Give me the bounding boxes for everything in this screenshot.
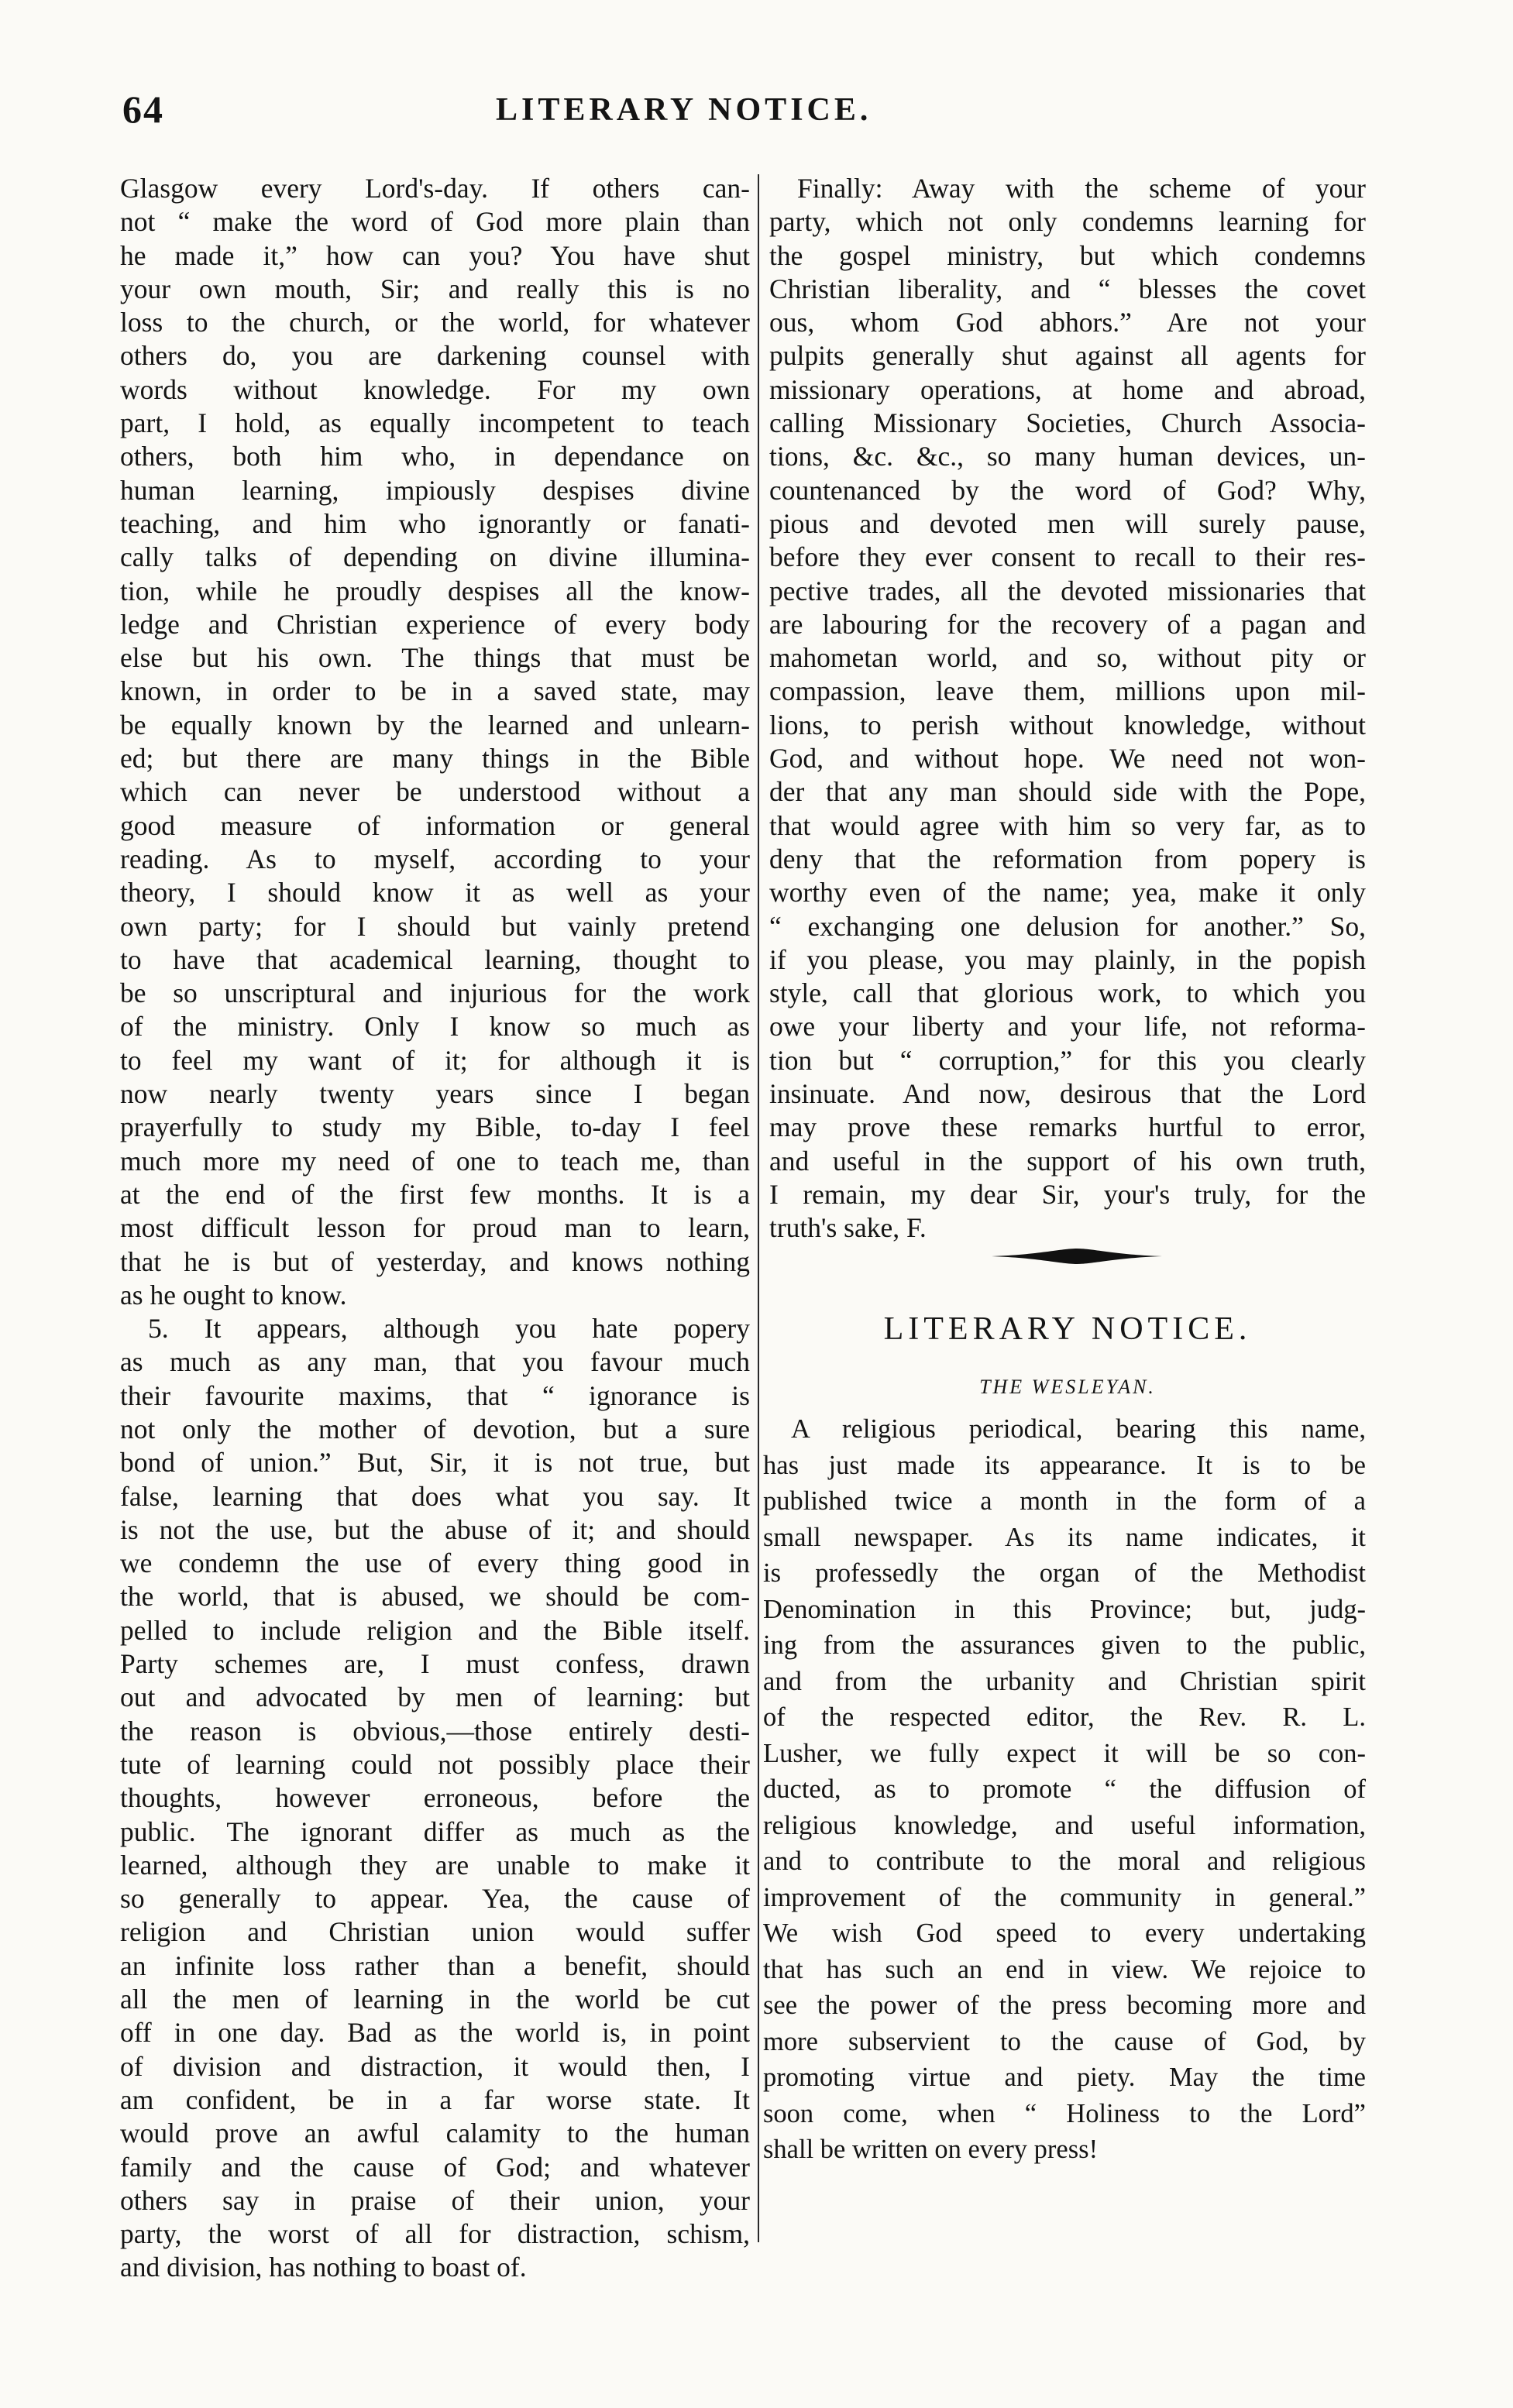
- notice-title: LITERARY NOTICE.: [883, 1311, 1252, 1347]
- text-line: of the ministry. Only I know so much as: [120, 1011, 750, 1043]
- column-rule: [758, 174, 759, 2242]
- text-line: deny that the reformation from popery is: [769, 843, 1366, 874]
- text-line: as much as any man, that you favour much: [120, 1346, 750, 1378]
- text-line: published twice a month in the form of a: [763, 1486, 1366, 1516]
- text-line: bond of union.” But, Sir, it is not true, but: [120, 1447, 750, 1479]
- text-line: reading. As to myself, according to your: [120, 843, 750, 874]
- text-line: own party; for I should but vainly pretend: [120, 910, 750, 942]
- text-line: that would agree with him so very far, as to: [769, 809, 1366, 841]
- text-line: and division, has nothing to boast of.: [120, 2252, 527, 2283]
- text-line: compassion, leave them, millions upon mil-: [769, 675, 1366, 707]
- text-line: not only the mother of devotion, but a sure: [120, 1413, 750, 1444]
- text-line: 5. It appears, although you hate popery: [148, 1313, 750, 1345]
- text-line: much more my need of one to teach me, than: [120, 1145, 750, 1177]
- text-line: be equally known by the learned and unlearn-: [120, 709, 750, 740]
- text-line: more subservient to the cause of God, by: [763, 2026, 1366, 2056]
- text-line: truth's sake, F.: [769, 1212, 927, 1244]
- text-line: at the end of the first few months. It is a: [120, 1178, 750, 1210]
- text-line: and from the urbanity and Christian spirit: [763, 1666, 1366, 1696]
- text-line: thoughts, however erroneous, before the: [120, 1782, 750, 1814]
- text-line: tion, while he proudly despises all the know-: [120, 575, 750, 606]
- text-line: their favourite maxims, that “ ignorance is: [120, 1379, 750, 1411]
- text-line: see the power of the press becoming more and: [763, 1991, 1366, 2020]
- text-line: religious knowledge, and useful information,: [763, 1810, 1366, 1840]
- text-line: is not the use, but the abuse of it; and should: [120, 1513, 750, 1545]
- text-line: that he is but of yesterday, and knows nothing: [120, 1245, 750, 1277]
- text-line: are labouring for the recovery of a pagan and: [769, 608, 1366, 640]
- left-column: [120, 172, 750, 2285]
- text-line: soon come, when “ Holiness to the Lord”: [763, 2098, 1366, 2128]
- text-line: may prove these remarks hurtful to error,: [769, 1111, 1366, 1143]
- text-line: to feel my want of it; for although it is: [120, 1044, 750, 1076]
- text-line: teaching, and him who ignorantly or fanati-: [120, 507, 750, 539]
- text-line: family and the cause of God; and whatever: [120, 2151, 750, 2183]
- text-line: ducted, as to promote “ the diffusion of: [763, 1774, 1366, 1804]
- text-line: Glasgow every Lord's-day. If others can-: [120, 173, 750, 204]
- text-line: God, and without hope. We need not won-: [769, 743, 1366, 775]
- text-line: most difficult lesson for proud man to learn,: [120, 1212, 750, 1244]
- text-line: all the men of learning in the world be cut: [120, 1984, 750, 2015]
- text-line: cally talks of depending on divine illumina-: [120, 541, 750, 573]
- text-line: am confident, be in a far worse state. It: [120, 2083, 750, 2115]
- text-line: tions, &c. &c., so many human devices, un-: [769, 441, 1366, 472]
- text-line: tion but “ corruption,” for this you clearly: [769, 1044, 1366, 1076]
- text-line: that has such an end in view. We rejoice to: [763, 1954, 1366, 1984]
- text-line: Christian liberality, and “ blesses the covet: [769, 273, 1366, 304]
- text-line: others, both him who, in dependance on: [120, 441, 750, 472]
- text-line: We wish God speed to every undertaking: [763, 1918, 1366, 1948]
- text-line: pective trades, all the devoted missionaries that: [769, 575, 1366, 606]
- text-line: ledge and Christian experience of every body: [120, 608, 750, 640]
- text-line: missionary operations, at home and abroad,: [769, 373, 1366, 405]
- text-line: of the respected editor, the Rev. R. L.: [763, 1702, 1366, 1732]
- text-line: tute of learning could not possibly place their: [120, 1748, 750, 1780]
- running-title: LITERARY NOTICE.: [496, 92, 872, 128]
- text-line: I remain, my dear Sir, your's truly, for the: [769, 1178, 1366, 1210]
- text-line: would prove an awful calamity to the human: [120, 2118, 750, 2149]
- text-line: we condemn the use of every thing good in: [120, 1548, 750, 1579]
- text-line: which can never be understood without a: [120, 776, 750, 808]
- text-line: is professedly the organ of the Methodist: [763, 1558, 1366, 1588]
- text-line: Denomination in this Province; but, judg-: [763, 1594, 1366, 1624]
- text-line: Lusher, we fully expect it will be so con-: [763, 1738, 1366, 1768]
- text-line: calling Missionary Societies, Church Associa-: [769, 407, 1366, 439]
- right-column: [769, 172, 1366, 1245]
- ornament-divider: [992, 1247, 1162, 1266]
- text-line: good measure of information or general: [120, 809, 750, 841]
- text-line: der that any man should side with the Pope,: [769, 776, 1366, 808]
- text-line: ous, whom God abhors.” Are not your: [769, 307, 1366, 338]
- text-line: promoting virtue and piety. May the time: [763, 2063, 1366, 2092]
- text-line: your own mouth, Sir; and really this is no: [120, 273, 750, 304]
- text-line: ed; but there are many things in the Bible: [120, 743, 750, 775]
- text-line: if you please, you may plainly, in the popish: [769, 943, 1366, 975]
- text-line: learned, although they are unable to make it: [120, 1849, 750, 1881]
- text-line: Finally: Away with the scheme of your: [797, 173, 1366, 204]
- text-line: prayerfully to study my Bible, to-day I feel: [120, 1111, 750, 1143]
- text-line: theory, I should know it as well as your: [120, 877, 750, 909]
- notice-body: [763, 1411, 1366, 2168]
- text-line: the gospel ministry, but which condemns: [769, 239, 1366, 271]
- text-line: party, the worst of all for distraction, schism,: [120, 2218, 750, 2250]
- text-line: Party schemes are, I must confess, drawn: [120, 1648, 750, 1680]
- text-line: off in one day. Bad as the world is, in point: [120, 2017, 750, 2049]
- text-line: and to contribute to the moral and religious: [763, 1846, 1366, 1876]
- text-line: known, in order to be in a saved state, may: [120, 675, 750, 707]
- text-line: others do, you are darkening counsel with: [120, 340, 750, 372]
- text-line: words without knowledge. For my own: [120, 373, 750, 405]
- text-line: human learning, impiously despises divine: [120, 474, 750, 506]
- text-line: so generally to appear. Yea, the cause of: [120, 1883, 750, 1915]
- text-line: shall be written on every press!: [763, 2135, 1099, 2164]
- text-line: of division and distraction, it would then, I: [120, 2050, 750, 2082]
- text-line: mahometan world, and so, without pity or: [769, 642, 1366, 674]
- text-line: the world, that is abused, we should be com-: [120, 1581, 750, 1613]
- text-line: an infinite loss rather than a benefit, should: [120, 1949, 750, 1981]
- text-line: loss to the church, or the world, for whatever: [120, 307, 750, 338]
- text-line: pulpits generally shut against all agents for: [769, 340, 1366, 372]
- text-line: party, which not only condemns learning for: [769, 206, 1366, 238]
- text-line: countenanced by the word of God? Why,: [769, 474, 1366, 506]
- text-line: pious and devoted men will surely pause,: [769, 507, 1366, 539]
- text-line: small newspaper. As its name indicates, it: [763, 1522, 1366, 1552]
- text-line: “ exchanging one delusion for another.” So,: [769, 910, 1366, 942]
- text-line: public. The ignorant differ as much as the: [120, 1815, 750, 1847]
- text-line: owe your liberty and your life, not reforma-: [769, 1011, 1366, 1043]
- text-line: lions, to perish without knowledge, without: [769, 709, 1366, 740]
- text-line: ing from the assurances given to the public,: [763, 1630, 1366, 1660]
- text-line: the reason is obvious,—those entirely desti-: [120, 1715, 750, 1747]
- text-line: pelled to include religion and the Bible itself.: [120, 1614, 750, 1646]
- text-line: improvement of the community in general.”: [763, 1882, 1366, 1912]
- text-line: insinuate. And now, desirous that the Lord: [769, 1078, 1366, 1110]
- text-line: part, I hold, as equally incompetent to teach: [120, 407, 750, 439]
- text-line: has just made its appearance. It is to be: [763, 1450, 1366, 1480]
- text-line: religion and Christian union would suffer: [120, 1916, 750, 1948]
- text-line: he made it,” how can you? You have shut: [120, 239, 750, 271]
- text-line: worthy even of the name; yea, make it only: [769, 877, 1366, 909]
- text-line: and useful in the support of his own truth,: [769, 1145, 1366, 1177]
- text-line: A religious periodical, bearing this name,: [791, 1414, 1366, 1444]
- text-line: false, learning that does what you say. It: [120, 1480, 750, 1512]
- notice-subtitle: THE WESLEYAN.: [979, 1376, 1156, 1398]
- text-line: be so unscriptural and injurious for the work: [120, 977, 750, 1009]
- text-line: not “ make the word of God more plain than: [120, 206, 750, 238]
- text-line: style, call that glorious work, to which you: [769, 977, 1366, 1009]
- text-line: others say in praise of their union, your: [120, 2184, 750, 2216]
- text-line: now nearly twenty years since I began: [120, 1078, 750, 1110]
- page-number: 64: [122, 88, 164, 131]
- text-line: before they ever consent to recall to their res-: [769, 541, 1366, 573]
- text-line: as he ought to know.: [120, 1279, 347, 1310]
- text-line: out and advocated by men of learning: but: [120, 1681, 750, 1713]
- text-line: else but his own. The things that must be: [120, 642, 750, 674]
- text-line: to have that academical learning, thought to: [120, 943, 750, 975]
